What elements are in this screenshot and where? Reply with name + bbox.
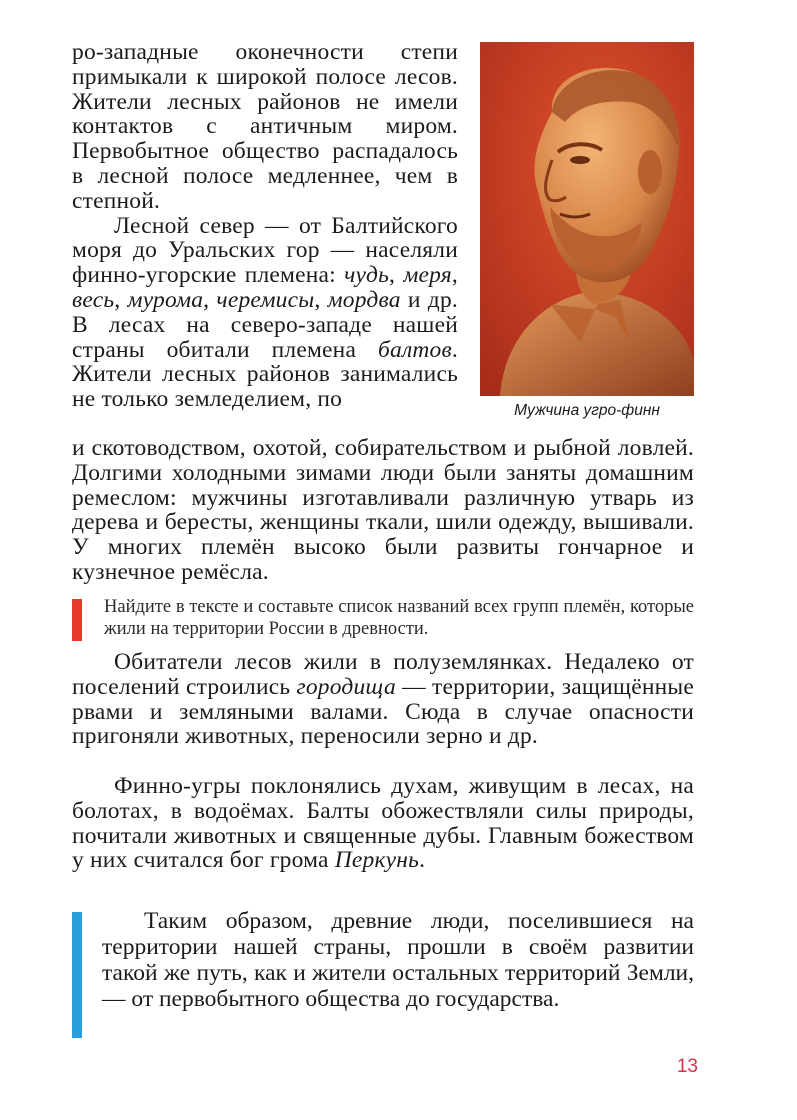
paragraph-crafts: и скотоводством, охотой, собирательством и рыбной ловлей. Долгими холодными зимами люди были заняты домашним ремеслом: мужчины изготавливали различную утварь из дерева и бересты, женщины ткали, шили одежду, вышивали. У многих племён высоко были развиты гончарное и кузнечное ремёсла. [72, 435, 694, 585]
tribe-cheremisy: черемисы [216, 286, 315, 313]
text-column-top [72, 40, 458, 412]
tribe-balty: балтов [377, 336, 452, 363]
task-marker-bar [72, 599, 82, 641]
bust-illustration [480, 42, 694, 396]
tribe-muroma: мурома [127, 286, 204, 313]
text-column-beliefs [72, 774, 694, 873]
bust-image [480, 42, 694, 396]
tribe-merya: меря [403, 262, 452, 289]
task-text: Найдите в тексте и составьте список названий всех групп племён, которые жили на территории России в древности. [104, 597, 694, 639]
conclusion-text: Таким образом, древние люди, поселившиеся на территории нашей страны, прошли в своём развитии такой же путь, как и жители остальных территорий Земли, — от первобытного общества до государства. [102, 908, 694, 1012]
paragraph-settlements: Обитатели лесов жили в полуземлянках. Недалеко от поселений строились городища — территории, защищённые рвами и земляными валами. Сюда в случае опасности пригоняли животных, переносили зерно и др. [72, 649, 694, 750]
figure-caption: Мужчина угро-финн [514, 402, 660, 419]
text-column-crafts [72, 436, 694, 585]
paragraph-beliefs: Финно-угры поклонялись духам, живущим в лесах, на болотах, в водоёмах. Балты обожествляли силы природы, почитали животных и священные дубы. Главным божеством у них считался бог грома Перкунь. [72, 773, 694, 874]
paragraph-finno-ugric-tribes: Лесной север — от Балтийского моря до Уральских гор — населяли финно-угорские племена: чудь, меря, весь, мурома, черемисы, мордва и др. В лесах на северо-западе нашей страны обитали племена балтов. Жители лесных районов занимались не только земледелием, по [72, 212, 458, 413]
paragraph-forest-belt: ро-западные оконечности степи примыкали к широкой полосе лесов. Жители лесных районов не имели контактов с античным миром. Первобытное общество распадалось в лесной полосе медленнее, чем в степной. [72, 39, 458, 214]
term-perkun: Перкунь [334, 847, 420, 874]
text-column-settlements [72, 650, 694, 749]
conclusion-marker-bar [72, 912, 82, 1038]
tribe-mordva: мордва [327, 286, 401, 313]
tribe-ves: весь [72, 286, 115, 313]
page-number: 13 [676, 1056, 698, 1077]
term-gorodishcha: городища [296, 673, 396, 700]
tribe-chud: чудь [344, 262, 390, 289]
